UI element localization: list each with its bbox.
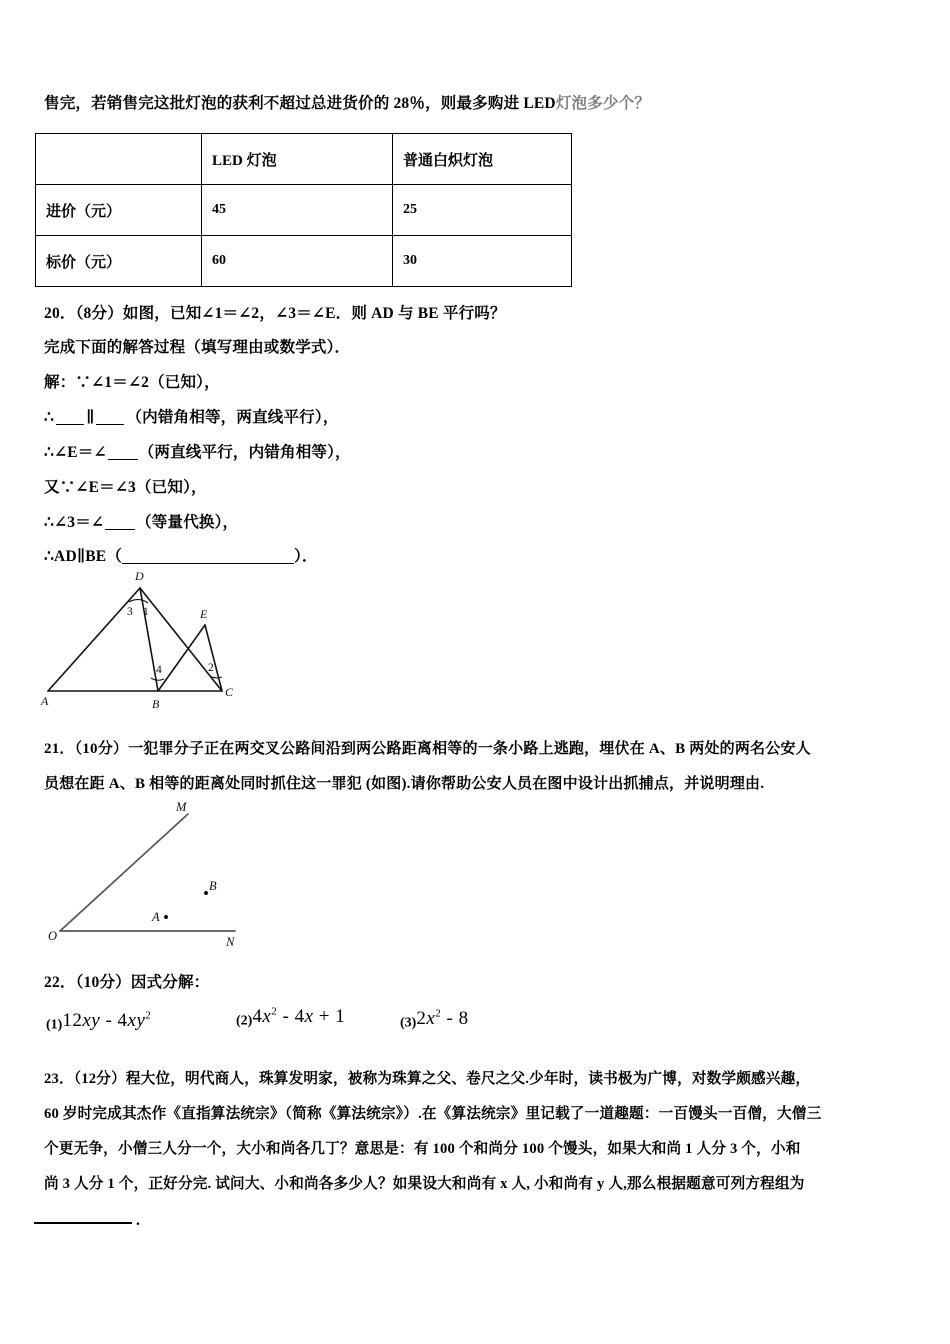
q22-item-2-label: (2) [236,1013,253,1029]
answer-blank-equation-system[interactable] [34,1222,132,1224]
q20-step2-mid: ∥ [86,409,95,426]
angle-arc-at-B [151,678,164,680]
q20-step-5 [44,512,238,534]
table-row-header [36,134,572,185]
q20-line-1: 20．（8分）如图，已知∠1＝∠2，∠3＝∠E．则 AD 与 BE 平行吗？ [44,305,506,322]
answer-blank-angle-3[interactable] [105,529,135,530]
segment-AD [48,588,140,691]
q22-item-1-expr: $12xy - 4xy^2$ [62,1010,152,1032]
q21-figure-svg [30,798,280,958]
price-table [35,133,572,287]
q20-step5-prefix: ∴∠3＝∠ [44,514,105,531]
q20-line-2: 完成下面的解答过程（填写理由或数学式）． [44,339,351,356]
figure-label-N: N [226,935,235,949]
q20-line-3: 解：∵∠1＝∠2（已知）， [44,374,220,391]
q23-line-4: 尚 3 人分 1 个，正好分完. 试问大、小和尚各多少人？如果设大和尚有 x 人, 小和尚有 y 人,那么根据题意可列方程组为 [44,1176,805,1192]
table-cell-cost-led: 45 [202,185,393,236]
q19-tail-text-dim: 灯泡多少个？ [555,95,651,112]
table-header-normal: 普通白炽灯泡 [393,134,572,185]
figure-label-O: O [48,929,58,943]
table-cell-price-normal: 30 [393,236,572,287]
q23-line-3: 个更无争，小僧三人分一个，大小和尚各几丁？意思是：有 100 个和尚分 100 个馒头，如果大和尚 1 人分 3 个，小和 [44,1141,801,1157]
q21-line-1: 21．（10分）一犯罪分子正在两交叉公路间沿到两公路距离相等的一条小路上逃跑，埋伏在 A、B 两处的两名公安人 [44,741,811,757]
q22-item-3-label: (3) [400,1015,417,1031]
q22-item-1-label: (1) [46,1017,63,1033]
angle-arc-at-D [129,600,148,603]
q22-item-2-expr: $4x^2 - 4x + 1$ [252,1006,346,1028]
q20-geometry-figure [28,563,263,718]
point-A-dot [164,915,168,919]
q22-heading: 22．（10分）因式分解： [44,974,210,991]
q23-trailing-period: . [136,1212,140,1229]
table-cell-label-price: 标价（元） [36,236,202,287]
q19-tail-text: 售完，若销售完这批灯泡的获利不超过总进货价的 28％，则最多购进 LED [44,95,556,112]
figure-label-A: A [152,910,160,924]
q20-step-3 [44,442,351,464]
table-cell-cost-normal: 25 [393,185,572,236]
ray-OM [60,814,188,931]
figure-label-M: M [176,800,187,814]
q20-step6-prefix: ∴AD∥BE（ [44,548,123,565]
figure-label-angle-1: 1 [143,606,149,618]
table-row [36,185,572,236]
q20-step2-suffix: （内错角相等，两直线平行）， [126,409,339,426]
q20-step2-prefix: ∴ [44,409,55,426]
answer-blank-angle-e[interactable] [108,459,138,460]
q22-item-1 [46,1010,151,1033]
q20-step3-suffix: （两直线平行，内错角相等）， [138,444,351,461]
q23-line-1: 23．（12分）程大位，明代商人，珠算发明家，被称为珠算之父、卷尺之父.少年时，读书极为广博，对数学颇感兴趣， [44,1071,811,1087]
figure-label-angle-3: 3 [127,606,133,618]
q22-item-3-expr: $2x^2 - 8$ [416,1008,469,1030]
q23-line-2: 60 岁时完成其杰作《直指算法统宗》（简称《算法统宗》）.在《算法统宗》里记载了一道趣题：一百馒头一百僧，大僧三 [44,1106,822,1122]
figure-label-B: B [209,879,217,893]
table-cell-price-led: 60 [202,236,393,287]
answer-blank-parallel-line-1[interactable] [56,424,84,425]
figure-label-A: A [41,694,49,708]
answer-blank-parallel-line-2[interactable] [96,424,124,425]
figure-label-C: C [225,685,234,699]
table-row [36,236,572,287]
point-B-dot [204,891,208,895]
table-cell-label-cost: 进价（元） [36,185,202,236]
q20-step5-suffix: （等量代换）， [136,514,239,531]
q20-step-2 [44,407,339,429]
q19-tail-line [44,93,650,115]
q22-item-2 [236,1006,345,1029]
segment-DC [140,588,222,691]
figure-label-angle-4: 4 [156,664,162,676]
q20-step-4: 又∵∠E＝∠3（已知）， [44,479,207,496]
figure-label-D: D [135,569,144,583]
segment-BE [158,625,205,691]
q22-item-3 [400,1008,469,1031]
figure-label-B: B [152,697,160,711]
figure-label-angle-2: 2 [208,662,214,674]
q21-line-2: 员想在距 A、B 相等的距离处同时抓住这一罪犯 (如图).请你帮助公安人员在图中设计出抓捕点，并说明理由. [44,776,765,792]
q21-angle-figure [30,798,280,963]
q20-step6-suffix: ）． [294,548,318,565]
q22-expression-row [46,1006,646,1040]
table-header-led: LED 灯泡 [202,134,393,185]
q20-figure-svg [28,563,263,713]
figure-label-E: E [200,607,208,621]
table-header-empty [36,134,202,185]
q20-step3-prefix: ∴∠E＝∠ [44,444,107,461]
